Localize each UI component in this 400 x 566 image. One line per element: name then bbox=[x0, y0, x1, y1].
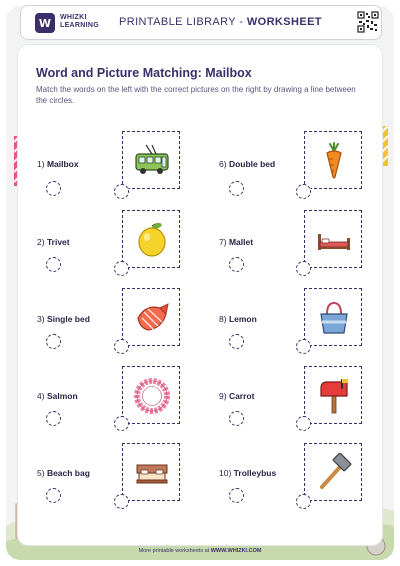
picture-box-single-bed bbox=[304, 210, 362, 268]
brand-name-line2: LEARNING bbox=[60, 22, 99, 29]
left-word-1: 1) Mailbox bbox=[37, 159, 79, 169]
right-word-circle-8[interactable] bbox=[229, 334, 244, 349]
right-word-9: 9) Carrot bbox=[219, 391, 255, 401]
qr-code-icon bbox=[357, 11, 379, 33]
right-word-circle-10[interactable] bbox=[229, 488, 244, 503]
mailbox-icon bbox=[314, 376, 354, 416]
header-bar bbox=[20, 5, 382, 40]
salmon-icon bbox=[132, 298, 172, 338]
yellow-stripe-decoration bbox=[382, 126, 388, 166]
worksheet-instructions: Match the words on the left with the correct pictures on the right by drawing a line between the circles. bbox=[36, 85, 356, 105]
picture-box-mallet bbox=[304, 443, 362, 501]
left-word-5: 5) Beach bag bbox=[37, 468, 90, 478]
picture-box-bed bbox=[122, 443, 180, 501]
picture-box-salmon bbox=[122, 288, 180, 346]
left-word-circle-3[interactable] bbox=[46, 334, 61, 349]
picture-circle-lemon[interactable] bbox=[114, 261, 129, 276]
picture-box-beach-bag bbox=[304, 288, 362, 346]
picture-circle-trivet[interactable] bbox=[114, 416, 129, 431]
picture-circle-single-bed[interactable] bbox=[296, 261, 311, 276]
picture-circle-salmon[interactable] bbox=[114, 339, 129, 354]
right-word-8: 8) Lemon bbox=[219, 314, 257, 324]
picture-box-trolleybus bbox=[122, 131, 180, 189]
picture-circle-mailbox[interactable] bbox=[296, 416, 311, 431]
picture-circle-carrot[interactable] bbox=[296, 184, 311, 199]
left-word-circle-1[interactable] bbox=[46, 181, 61, 196]
mallet-icon bbox=[314, 453, 354, 493]
lemon-icon bbox=[132, 220, 172, 260]
left-word-2: 2) Trivet bbox=[37, 237, 70, 247]
header-title: PRINTABLE LIBRARY - WORKSHEET bbox=[119, 16, 322, 28]
picture-box-mailbox bbox=[304, 366, 362, 424]
picture-circle-beach-bag[interactable] bbox=[296, 339, 311, 354]
left-word-4: 4) Salmon bbox=[37, 391, 78, 401]
right-word-circle-7[interactable] bbox=[229, 257, 244, 272]
worksheet-title: Word and Picture Matching: Mailbox bbox=[36, 66, 252, 80]
whizki-logo: W bbox=[35, 13, 55, 33]
carrot-icon bbox=[314, 141, 354, 181]
picture-box-carrot bbox=[304, 131, 362, 189]
right-word-6: 6) Double bed bbox=[219, 159, 276, 169]
picture-box-trivet bbox=[122, 366, 180, 424]
footer-credit: More printable worksheets at WWW.WHIZKI.COM bbox=[138, 548, 262, 554]
right-word-7: 7) Mallet bbox=[219, 237, 254, 247]
picture-circle-trolleybus[interactable] bbox=[114, 184, 129, 199]
beach-bag-icon bbox=[314, 298, 354, 338]
brand-name-line1: WHIZKI bbox=[60, 14, 87, 21]
left-word-circle-4[interactable] bbox=[46, 411, 61, 426]
bed-icon bbox=[132, 453, 172, 493]
left-word-3: 3) Single bed bbox=[37, 314, 90, 324]
trolleybus-icon bbox=[132, 141, 172, 181]
right-word-10: 10) Trolleybus bbox=[219, 468, 277, 478]
right-word-circle-9[interactable] bbox=[229, 411, 244, 426]
left-word-circle-2[interactable] bbox=[46, 257, 61, 272]
footer-link[interactable]: WWW.WHIZKI.COM bbox=[210, 548, 262, 554]
left-word-circle-5[interactable] bbox=[46, 488, 61, 503]
trivet-icon bbox=[132, 376, 172, 416]
picture-box-lemon bbox=[122, 210, 180, 268]
picture-circle-mallet[interactable] bbox=[296, 494, 311, 509]
single-bed-icon bbox=[314, 220, 354, 260]
picture-circle-bed[interactable] bbox=[114, 494, 129, 509]
right-word-circle-6[interactable] bbox=[229, 181, 244, 196]
